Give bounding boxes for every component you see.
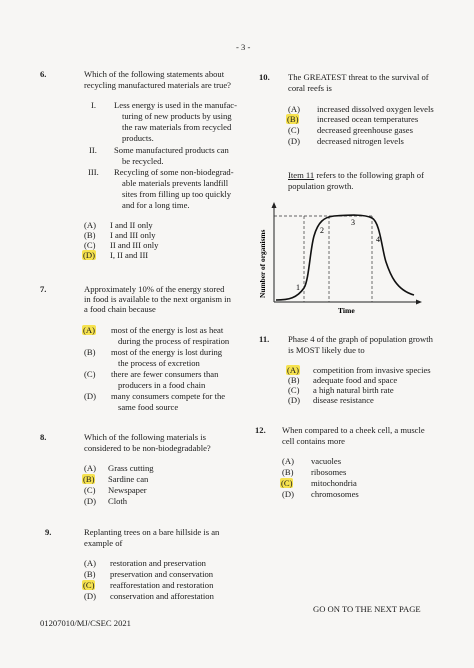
option-text: the process of excretion: [118, 358, 200, 368]
question-stem-line: considered to be non-biodegradable?: [84, 443, 211, 453]
option-label[interactable]: (B): [84, 347, 96, 357]
question-number: 12.: [255, 425, 266, 435]
statement-roman: III.: [88, 167, 99, 177]
x-axis-label: Time: [338, 306, 355, 315]
item-intro-text: refers to the following graph of: [314, 170, 424, 180]
option-text: II and III only: [110, 240, 159, 250]
statement-line: sites from filling up too quickly: [122, 189, 232, 199]
phase-label: 2: [320, 226, 324, 235]
option-label[interactable]: (D): [288, 136, 300, 146]
y-axis-label: Number of organisms: [258, 229, 267, 298]
question-number: 6.: [40, 69, 47, 79]
option-text: Sardine can: [108, 474, 149, 484]
option-text: same food source: [118, 402, 179, 412]
option-label[interactable]: (D): [84, 391, 96, 401]
item-intro-line: population growth.: [288, 181, 354, 191]
question-stem-line: a food chain because: [84, 304, 156, 314]
option-label-highlighted[interactable]: (C): [281, 478, 293, 488]
item-intro-line: [288, 170, 424, 180]
option-text: a high natural birth rate: [313, 385, 394, 395]
x-axis-arrow: [416, 300, 422, 305]
option-text: preservation and conservation: [110, 569, 214, 579]
option-label-highlighted[interactable]: (A): [83, 325, 95, 335]
question-stem-line: When compared to a cheek cell, a muscle: [282, 425, 425, 435]
question-stem-line: Which of the following materials is: [84, 432, 206, 442]
question-number: 9.: [45, 527, 52, 537]
statement-line: and for a long time.: [122, 200, 190, 210]
question-number: 10.: [259, 72, 270, 82]
option-label[interactable]: (D): [282, 489, 294, 499]
option-label-highlighted[interactable]: (B): [83, 474, 95, 484]
option-label[interactable]: (C): [288, 125, 300, 135]
question-stem-line: Phase 4 of the graph of population growth: [288, 334, 433, 344]
statement-line: the raw materials from recycled: [122, 122, 232, 132]
option-label[interactable]: (C): [84, 369, 96, 379]
question-stem-line: The GREATEST threat to the survival of: [288, 72, 429, 82]
statement-line: products.: [122, 133, 154, 143]
option-text: mitochondria: [311, 478, 357, 488]
option-text: reafforestation and restoration: [110, 580, 214, 590]
question-stem-line: Approximately 10% of the energy stored: [84, 284, 225, 294]
phase-label: 3: [351, 218, 355, 227]
option-text: conservation and afforestation: [110, 591, 214, 601]
option-text: many consumers compete for the: [111, 391, 226, 401]
statement-line: turing of new products by using: [122, 111, 232, 121]
option-text: Cloth: [108, 496, 128, 506]
option-text: increased ocean temperatures: [317, 114, 419, 124]
question-stem-line: Which of the following statements about: [84, 69, 225, 79]
option-label[interactable]: (B): [84, 230, 96, 240]
statement-line: Some manufactured products can: [114, 145, 229, 155]
option-label[interactable]: (A): [84, 558, 96, 568]
option-label-highlighted[interactable]: (D): [83, 250, 95, 260]
option-label[interactable]: (C): [84, 240, 96, 250]
statement-line: be recycled.: [122, 156, 164, 166]
option-label[interactable]: (B): [288, 375, 300, 385]
option-label-highlighted[interactable]: (B): [287, 114, 299, 124]
option-text: Grass cutting: [108, 463, 154, 473]
option-text: chromosomes: [311, 489, 359, 499]
option-text: most of the energy is lost as heat: [111, 325, 224, 335]
option-label[interactable]: (A): [84, 463, 96, 473]
question-stem-line: example of: [84, 538, 123, 548]
option-label[interactable]: (C): [84, 485, 96, 495]
option-label[interactable]: (A): [84, 220, 96, 230]
item-reference: Item 11: [288, 170, 315, 180]
option-text: I and II only: [110, 220, 153, 230]
page-number: - 3 -: [236, 42, 251, 52]
option-text: restoration and preservation: [110, 558, 206, 568]
phase-label: 4: [376, 235, 380, 244]
option-text: there are fewer consumers than: [111, 369, 219, 379]
question-stem-line: in food is available to the next organism in: [84, 294, 231, 304]
option-text: adequate food and space: [313, 375, 398, 385]
question-number: 8.: [40, 432, 47, 442]
question-stem-line: coral reefs is: [288, 83, 332, 93]
option-label[interactable]: (B): [84, 569, 96, 579]
option-label[interactable]: (A): [282, 456, 294, 466]
option-text: I and III only: [110, 230, 156, 240]
statement-line: Less energy is used in the manufac-: [114, 100, 237, 110]
statement-roman: I.: [91, 100, 97, 110]
option-text: disease resistance: [313, 395, 374, 405]
statement-line: Recycling of some non-biodegrad-: [114, 167, 234, 177]
option-label[interactable]: (C): [288, 385, 300, 395]
option-label-highlighted[interactable]: (A): [287, 365, 299, 375]
option-label[interactable]: (D): [288, 395, 300, 405]
question-stem-line: is MOST likely due to: [288, 345, 365, 355]
option-text: ribosomes: [311, 467, 347, 477]
option-text: producers in a food chain: [118, 380, 206, 390]
option-text: vacuoles: [311, 456, 342, 466]
option-text: decreased greenhouse gases: [317, 125, 413, 135]
option-text: decreased nitrogen levels: [317, 136, 404, 146]
next-page-notice: GO ON TO THE NEXT PAGE: [313, 604, 421, 614]
question-number: 11.: [259, 334, 270, 344]
option-text: competition from invasive species: [313, 365, 431, 375]
option-label[interactable]: (A): [288, 104, 300, 114]
option-label[interactable]: (D): [84, 496, 96, 506]
option-text: most of the energy is lost during: [111, 347, 223, 357]
option-text: during the process of respiration: [118, 336, 230, 346]
paper-code: 01207010/MJ/CSEC 2021: [40, 618, 131, 628]
question-stem-line: cell contains more: [282, 436, 345, 446]
question-stem-line: recycling manufactured materials are true?: [84, 80, 231, 90]
phase-label: 1: [296, 283, 300, 292]
option-label[interactable]: (D): [84, 591, 96, 601]
option-label[interactable]: (B): [282, 467, 294, 477]
statement-roman: II.: [89, 145, 97, 155]
option-text: I, II and III: [110, 250, 149, 260]
option-label-highlighted[interactable]: (C): [83, 580, 95, 590]
population-growth-graph: [254, 200, 454, 318]
statement-line: able materials prevents landfill: [122, 178, 229, 188]
question-number: 7.: [40, 284, 47, 294]
question-stem-line: Replanting trees on a bare hillside is an: [84, 527, 220, 537]
option-text: increased dissolved oxygen levels: [317, 104, 434, 114]
option-text: Newspaper: [108, 485, 147, 495]
y-axis-arrow: [272, 202, 277, 208]
